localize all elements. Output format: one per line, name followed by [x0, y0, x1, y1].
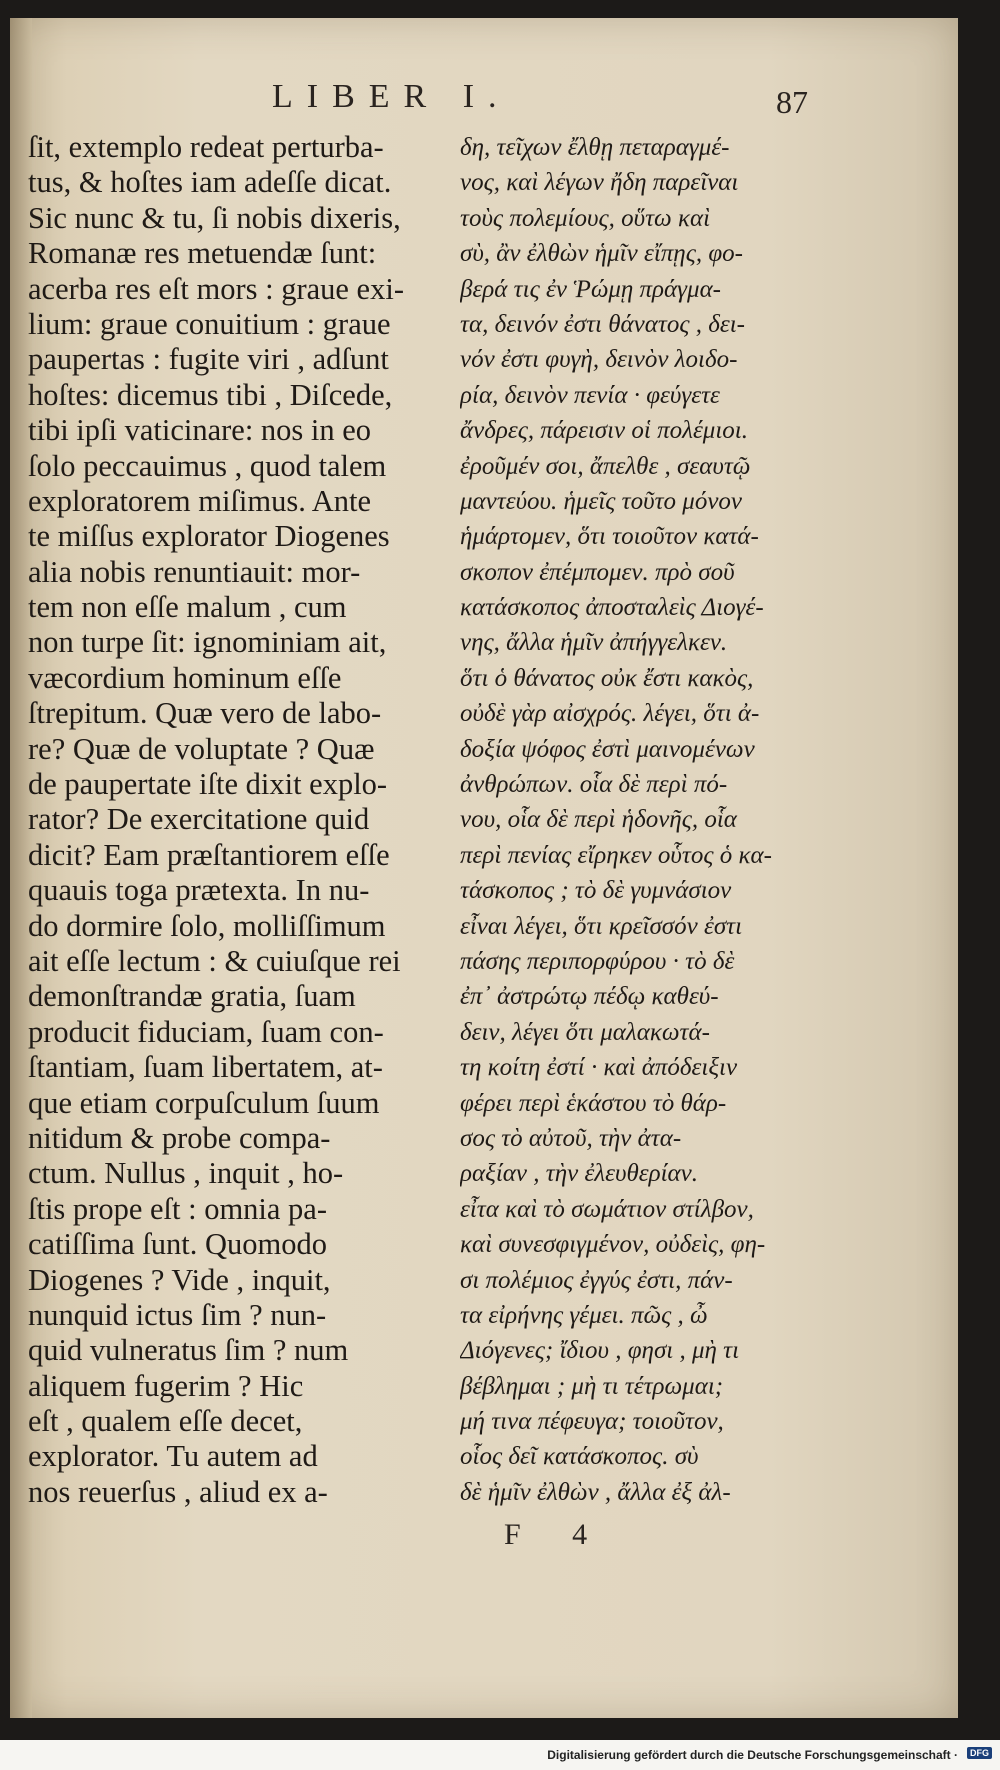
latin-text-line: que etiam corpuſculum ſuum [28, 1085, 380, 1120]
latin-text-line: eſt , qualem eſſe decet, [28, 1404, 303, 1439]
latin-text-line: producit fiduciam, ſuam con- [28, 1014, 384, 1049]
greek-text-line: δοξία ψόφος ἐστὶ μαινομένων [460, 735, 755, 763]
greek-text-line: τα εἰρήνης γέμει. πῶς , ὦ [460, 1301, 708, 1329]
greek-text-line: ἄνδρες, πάρεισιν οἱ πολέμιοι. [460, 417, 748, 445]
latin-text-line: ait eſſe lectum : & cuiuſque rei [28, 943, 401, 978]
greek-text-line: οἷος δεῖ κατάσκοπος. σὺ [460, 1443, 699, 1471]
greek-text-line: νης, ἄλλα ἡμῖν ἀπήγγελκεν. [460, 629, 728, 657]
latin-text-line: alia nobis renuntiauit: mor- [28, 554, 361, 589]
greek-text-line: Διόγενες; ἴδιου , φησι , μὴ τι [460, 1337, 740, 1365]
latin-text-line: ſtantiam, ſuam libertatem, at- [28, 1050, 383, 1085]
latin-text-line: ſtis prope eſt : omnia pa- [28, 1191, 327, 1226]
greek-text-line: τα, δεινόν ἐστι θάνατος , δει- [460, 310, 745, 338]
greek-text-line: περὶ πενίας εἴρηκεν οὗτος ὁ κα- [460, 841, 772, 869]
greek-text-line: βερά τις ἐν Ῥώμῃ πράγμα- [460, 275, 722, 303]
funding-note: Digitalisierung gefördert durch die Deutsche Forschungsgemeinschaft · [547, 1748, 958, 1762]
latin-text-line: quauis toga prætexta. In nu- [28, 873, 370, 908]
greek-text-line: βέβλημαι ; μὴ τι τέτρωμαι; [460, 1372, 724, 1400]
latin-text-line: de paupertate iſte dixit explo- [28, 767, 388, 802]
latin-text-line: catiſſima ſunt. Quomodo [28, 1227, 328, 1262]
latin-text-line: nunquid ictus ſim ? nun- [28, 1297, 327, 1332]
latin-text-line: explorator. Tu autem ad [28, 1439, 318, 1474]
greek-text-line: νόν ἐστι φυγὴ, δεινὸν λοιδο- [460, 346, 738, 374]
greek-text-line: ἀνθρώπων. οἷα δὲ περὶ πό- [460, 771, 728, 799]
latin-text-line: tus, & hoſtes iam adeſſe dicat. [28, 165, 392, 200]
latin-text-line: rator? De exercitatione quid [28, 802, 370, 837]
latin-text-line: tibi ipſi vaticinare: nos in eo [28, 413, 372, 448]
greek-text-line: ἐροῦμέν σοι, ἄπελθε , σεαυτῷ [460, 452, 751, 480]
latin-text-line: aliquem fugerim ? Hic [28, 1368, 304, 1403]
greek-text-line: οὐδὲ γὰρ αἰσχρός. λέγει, ὅτι ἀ- [460, 700, 760, 728]
dfg-logo: DFG [967, 1747, 992, 1759]
latin-text-line: quid vulneratus ſim ? num [28, 1333, 349, 1368]
greek-text-line: νος, καὶ λέγων ἤδη παρεῖναι [460, 169, 739, 197]
greek-text-line: ἡμάρτομεν, ὅτι τοιοῦτον κατά- [460, 523, 759, 551]
latin-text-line: demonſtrandæ gratia, ſuam [28, 979, 356, 1014]
greek-text-line: ἐπ᾽ ἀστρώτῳ πέδῳ καθεύ- [460, 983, 719, 1011]
greek-text-line: μαντεύου. ἡμεῖς τοῦτο μόνον [460, 487, 743, 515]
greek-text-line: πάσης περιπορφύρου · τὸ δὲ [460, 947, 735, 975]
greek-text-line: ὅτι ὁ θάνατος οὐκ ἔστι κακὸς, [460, 664, 754, 692]
signature-mark: F 4 [504, 1518, 610, 1551]
latin-text-line: ſit, extemplo redeat perturba- [28, 130, 384, 164]
latin-text-line: acerba res eſt mors : graue exi- [28, 271, 404, 306]
greek-text-line: ρία, δεινὸν πενία · φεύγετε [460, 381, 720, 409]
greek-text-line: τοὺς πολεμίους, οὕτω καὶ [460, 204, 711, 232]
greek-text-line: εἶτα καὶ τὸ σωμάτιον στίλβον, [460, 1195, 754, 1223]
greek-text-line: τάσκοπος ; τὸ δὲ γυμνάσιον [460, 877, 732, 905]
latin-text-line: hoſtes: dicemus tibi , Diſcede, [28, 377, 393, 412]
latin-text-line: Diogenes ? Vide , inquit, [28, 1262, 331, 1297]
latin-text-line: te miſſus explorator Diogenes [28, 519, 390, 554]
latin-text-line: re? Quæ de voluptate ? Quæ [28, 731, 375, 766]
latin-text-line: Sic nunc & tu, ſi nobis dixeris, [28, 200, 401, 235]
latin-text-line: nitidum & probe compa- [28, 1120, 331, 1155]
latin-text-line: non turpe ſit: ignominiam ait, [28, 625, 387, 660]
greek-text-line: καὶ συνεσφιγμένον, οὐδεὶς, φη- [460, 1231, 766, 1259]
greek-text-line: σκοπον ἐπέμπομεν. πρὸ σοῦ [460, 558, 735, 586]
greek-text-line: ραξίαν , τὴν ἐλευθερίαν. [460, 1160, 698, 1188]
latin-text-line: ctum. Nullus , inquit , ho- [28, 1156, 344, 1191]
latin-text-line: tem non eſſe malum , cum [28, 590, 347, 625]
digitization-footer [0, 1740, 1000, 1770]
latin-text-line: paupertas : fugite viri , adſunt [28, 342, 389, 377]
greek-text-line: εἶναι λέγει, ὅτι κρεῖσσόν ἐστι [460, 912, 743, 940]
latin-text-line: exploratorem miſimus. Ante [28, 483, 372, 518]
latin-text-line: væcordium hominum eſſe [28, 660, 342, 695]
latin-text-line: lium: graue conuitium : graue [28, 306, 391, 341]
greek-text-column [460, 130, 800, 1510]
latin-text-line: ſtrepitum. Quæ vero de labo- [28, 696, 382, 731]
greek-text-line: σὺ, ἂν ἐλθὼν ἡμῖν εἴπῃς, φο- [460, 240, 743, 268]
greek-text-line: μή τινα πέφευγα; τοιοῦτον, [460, 1408, 724, 1436]
greek-text-line: δὲ ἡμῖν ἐλθὼν , ἄλλα ἐξ ἀλ- [460, 1478, 731, 1506]
greek-text-line: νου, οἷα δὲ περὶ ἡδονῆς, οἷα [460, 806, 737, 834]
page-number: 87 [776, 84, 808, 120]
greek-text-line: φέρει περὶ ἑκάστου τὸ θάρ- [460, 1089, 727, 1117]
greek-text-line: σος τὸ αὐτοῦ, τὴν ἀτα- [460, 1124, 682, 1152]
latin-text-column [28, 130, 433, 1510]
latin-text-line: dicit? Eam præſtantiorem eſſe [28, 837, 390, 872]
running-head: LIBER I. [272, 78, 511, 115]
latin-text-line: do dormire ſolo, molliſſimum [28, 908, 386, 943]
latin-text-line: nos reuerſus , aliud ex a- [28, 1474, 328, 1509]
book-page [10, 18, 958, 1718]
greek-text-line: σι πολέμιος ἐγγύς ἐστι, πάν- [460, 1266, 733, 1294]
latin-text-line: Romanæ res metuendæ ſunt: [28, 236, 377, 271]
greek-text-line: δειν, λέγει ὅτι μαλακωτά- [460, 1018, 710, 1046]
greek-text-line: κατάσκοπος ἀποσταλεὶς Διογέ- [460, 594, 764, 622]
greek-text-line: τη κοίτη ἐστί · καὶ ἀπόδειξιν [460, 1054, 738, 1082]
greek-text-line: δη, τεῖχων ἔλθῃ πεταραγμέ- [460, 134, 730, 161]
latin-text-line: ſolo peccauimus , quod talem [28, 448, 387, 483]
